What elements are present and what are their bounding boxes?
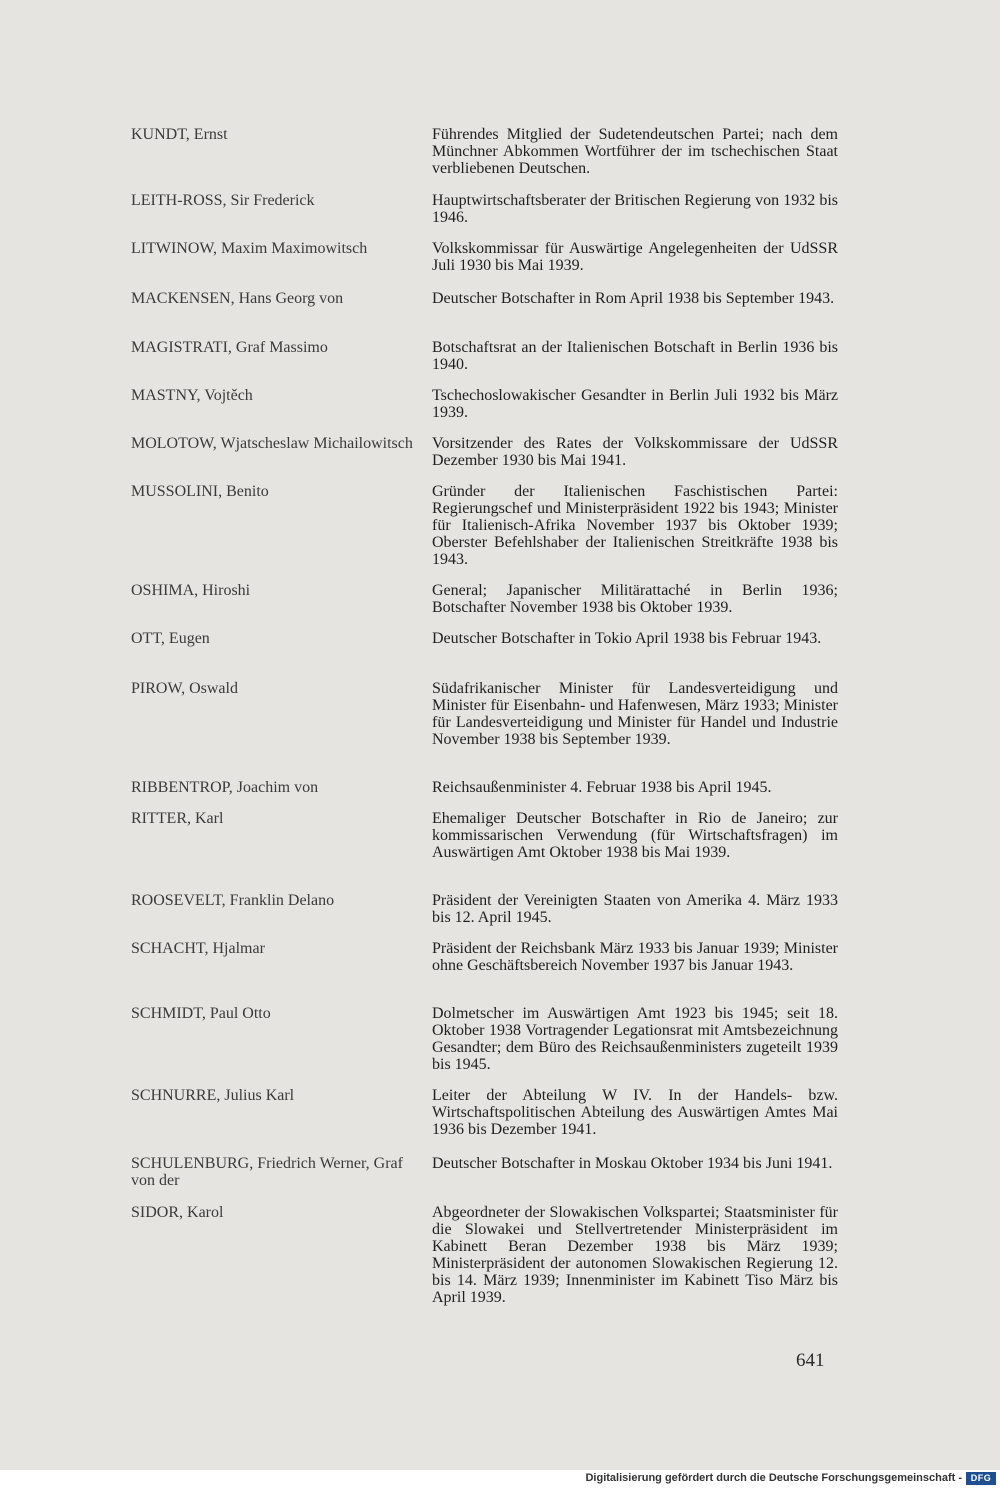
entry-description: Tschechoslowakischer Gesandter in Berlin Juli 1932 bis März 1939. [432, 387, 838, 421]
entry-description: Ehemaliger Deutscher Botschafter in Rio de Janeiro; zur kommissarischen Verwendung (für Wirtschaftsfragen) im Auswärtigen Amt Oktober 1938 bis Mai 1939. [432, 810, 838, 861]
entry-description: Abgeordneter der Slowakischen Volkspartei; Staatsminister für die Slowakei und Stellvertretender Ministerpräsident im Kabinett Beran Dezember 1938 bis März 1939; Ministerpräsident der autonomen Slowakischen Regierung 12. bis 14. März 1939; Innenminister im Kabinett Tiso März bis April 1939. [432, 1204, 838, 1306]
entry-description: Volkskommissar für Auswärtige Angelegenheiten der UdSSR Juli 1930 bis Mai 1939. [432, 240, 838, 274]
entry-name: PIROW, Oswald [131, 680, 238, 697]
dfg-logo-icon: DFG [966, 1472, 996, 1485]
entry-name: MACKENSEN, Hans Georg von [131, 290, 344, 307]
entry-description: Botschaftsrat an der Italienischen Botschaft in Berlin 1936 bis 1940. [432, 339, 838, 373]
entry-name: SCHNURRE, Julius Karl [131, 1087, 295, 1104]
entry-description: Leiter der Abteilung W IV. In der Handels- bzw. Wirtschaftspolitischen Abteilung des Auswärtigen Amtes Mai 1936 bis Dezember 1941. [432, 1087, 838, 1138]
entry-description: General; Japanischer Militärattaché in Berlin 1936; Botschafter November 1938 bis Oktober 1939. [432, 582, 838, 616]
entry-name: OTT, Eugen [131, 630, 210, 647]
entry-name: ROOSEVELT, Franklin Delano [131, 892, 335, 909]
entry-description: Deutscher Botschafter in Tokio April 1938 bis Februar 1943. [432, 630, 822, 647]
entry-name: MOLOTOW, Wjatscheslaw Michailowitsch [131, 435, 413, 452]
entry-description: Präsident der Reichsbank März 1933 bis Januar 1939; Minister ohne Geschäftsbereich November 1937 bis Januar 1943. [432, 940, 838, 974]
entry-description: Reichsaußenminister 4. Februar 1938 bis April 1945. [432, 779, 772, 796]
entry-name: KUNDT, Ernst [131, 126, 228, 143]
entry-description: Deutscher Botschafter in Rom April 1938 bis September 1943. [432, 290, 835, 307]
entry-name: LITWINOW, Maxim Maximowitsch [131, 240, 368, 257]
entry-name: OSHIMA, Hiroshi [131, 582, 251, 599]
entry-description: Führendes Mitglied der Sudetendeutschen Partei; nach dem Münchner Abkommen Wortführer der im tschechischen Staat verbliebenen Deutschen. [432, 126, 838, 177]
entry-description: Vorsitzender des Rates der Volkskommissare der UdSSR Dezember 1930 bis Mai 1941. [432, 435, 838, 469]
entry-name: MAGISTRATI, Graf Massimo [131, 339, 328, 356]
entry-description: Dolmetscher im Auswärtigen Amt 1923 bis 1945; seit 18. Oktober 1938 Vortragender Legationsrat mit Amtsbezeichnung Gesandter; dem Büro des Reichsaußenministers zugeteilt 1939 bis 1945. [432, 1005, 838, 1073]
entry-description: Präsident der Vereinigten Staaten von Amerika 4. März 1933 bis 12. April 1945. [432, 892, 838, 926]
entry-name: SCHMIDT, Paul Otto [131, 1005, 271, 1022]
entry-description: Gründer der Italienischen Faschistischen Partei: Regierungschef und Ministerpräsident 1922 bis 1943; Minister für Italienisch-Afrika November 1937 bis Oktober 1939; Oberster Befehlshaber der Italienischen Streitkräfte 1938 bis 1943. [432, 483, 838, 568]
entry-name: LEITH-ROSS, Sir Frederick [131, 192, 315, 209]
page-number: 641 [796, 1350, 825, 1371]
entry-name: SCHACHT, Hjalmar [131, 940, 265, 957]
entry-name: RIBBENTROP, Joachim von [131, 779, 319, 796]
entry-name: MUSSOLINI, Benito [131, 483, 269, 500]
entry-name: RITTER, Karl [131, 810, 224, 827]
entry-name: MASTNY, Vojtěch [131, 387, 253, 404]
entry-description: Südafrikanischer Minister für Landesverteidigung und Minister für Eisenbahn- und Hafenwesen, März 1933; Minister für Landesverteidigung und Minister für Handel und Industrie November 1938 bis September 1939. [432, 680, 838, 748]
entry-description: Deutscher Botschafter in Moskau Oktober 1934 bis Juni 1941. [432, 1155, 833, 1172]
entry-name: SCHULENBURG, Friedrich Werner, Graf von der [131, 1155, 403, 1189]
footer-credit: Digitalisierung gefördert durch die Deutsche Forschungsgemeinschaft - [585, 1472, 962, 1484]
digitization-footer [0, 1470, 1000, 1488]
entry-description: Hauptwirtschaftsberater der Britischen Regierung von 1932 bis 1946. [432, 192, 838, 226]
entry-name: SIDOR, Karol [131, 1204, 224, 1221]
